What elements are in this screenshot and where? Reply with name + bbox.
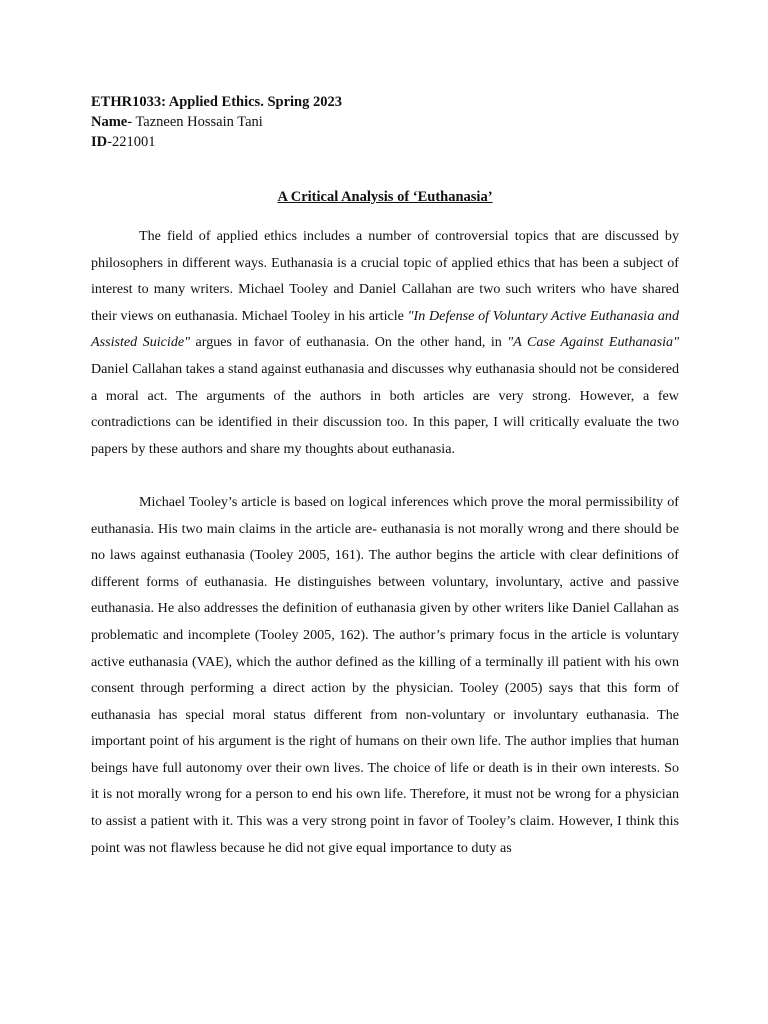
student-name-line [91, 112, 679, 132]
name-label: Name [91, 114, 128, 130]
paragraph-intro-part3: Daniel Callahan takes a stand against euthanasia and discusses why euthanasia should not be considered a moral act. The arguments of the authors in both articles are very strong. However, a few contradictions can be identified in their discussion too. In this paper, I will critically evaluate the two papers by these authors and share my thoughts about euthanasia. [91, 360, 679, 457]
name-value: - Tazneen Hossain Tani [127, 114, 263, 130]
paragraph-tooley-analysis: Michael Tooley’s article is based on logical inferences which prove the moral permissibility of euthanasia. His two main claims in the article are- euthanasia is not morally wrong and there should be no laws against euthanasia (Tooley 2005, 161). The author begins the article with clear definitions of different forms of euthanasia. He distinguishes between voluntary, involuntary, active and passive euthanasia. He also addresses the definition of euthanasia given by other writers like Daniel Callahan as problematic and incomplete (Tooley 2005, 162). The author’s primary focus in the article is voluntary active euthanasia (VAE), which the author defined as the killing of a terminally ill patient with his own consent through performing a direct action by the physician. Tooley (2005) says that this form of euthanasia has special moral status different from non-voluntary or involuntary euthanasia. The important point of his argument is the right of humans on their own life. The author implies that human beings have full autonomy over their own lives. The choice of life or death is in their own interests. So it is not morally wrong for a person to end his own life. Therefore, it must not be wrong for a physician to assist a patient with it. This was a very strong point in favor of Tooley’s claim. However, I think this point was not flawless because he did not give equal importance to duty as [91, 493, 679, 856]
paragraph-intro-part1: The field of applied ethics includes a number of controversial topics that are discussed by philosophers in different ways. Euthanasia is a crucial topic of applied ethics that has been a subject of interest to many writers. Michael Tooley and Daniel Callahan are two such writers who have shared their views on euthanasia. Michael Tooley in his article [91, 228, 679, 324]
paragraph-intro-part2: argues in favor of euthanasia. On the other hand, in [190, 334, 508, 351]
article-title-callahan: "A Case Against Euthanasia" [507, 334, 680, 351]
essay-title: A Critical Analysis of ‘Euthanasia’ [277, 189, 493, 205]
article-title-tooley: "In Defense of Voluntary Active Euthanasia and Assisted Suicide" [91, 307, 679, 351]
student-id-line [91, 132, 679, 152]
course-heading: ETHR1033: Applied Ethics. Spring 2023 [91, 94, 342, 110]
paragraph-intro [91, 223, 679, 462]
id-label: ID [91, 134, 108, 150]
document-page [91, 92, 679, 861]
id-value: -221001 [107, 134, 156, 150]
